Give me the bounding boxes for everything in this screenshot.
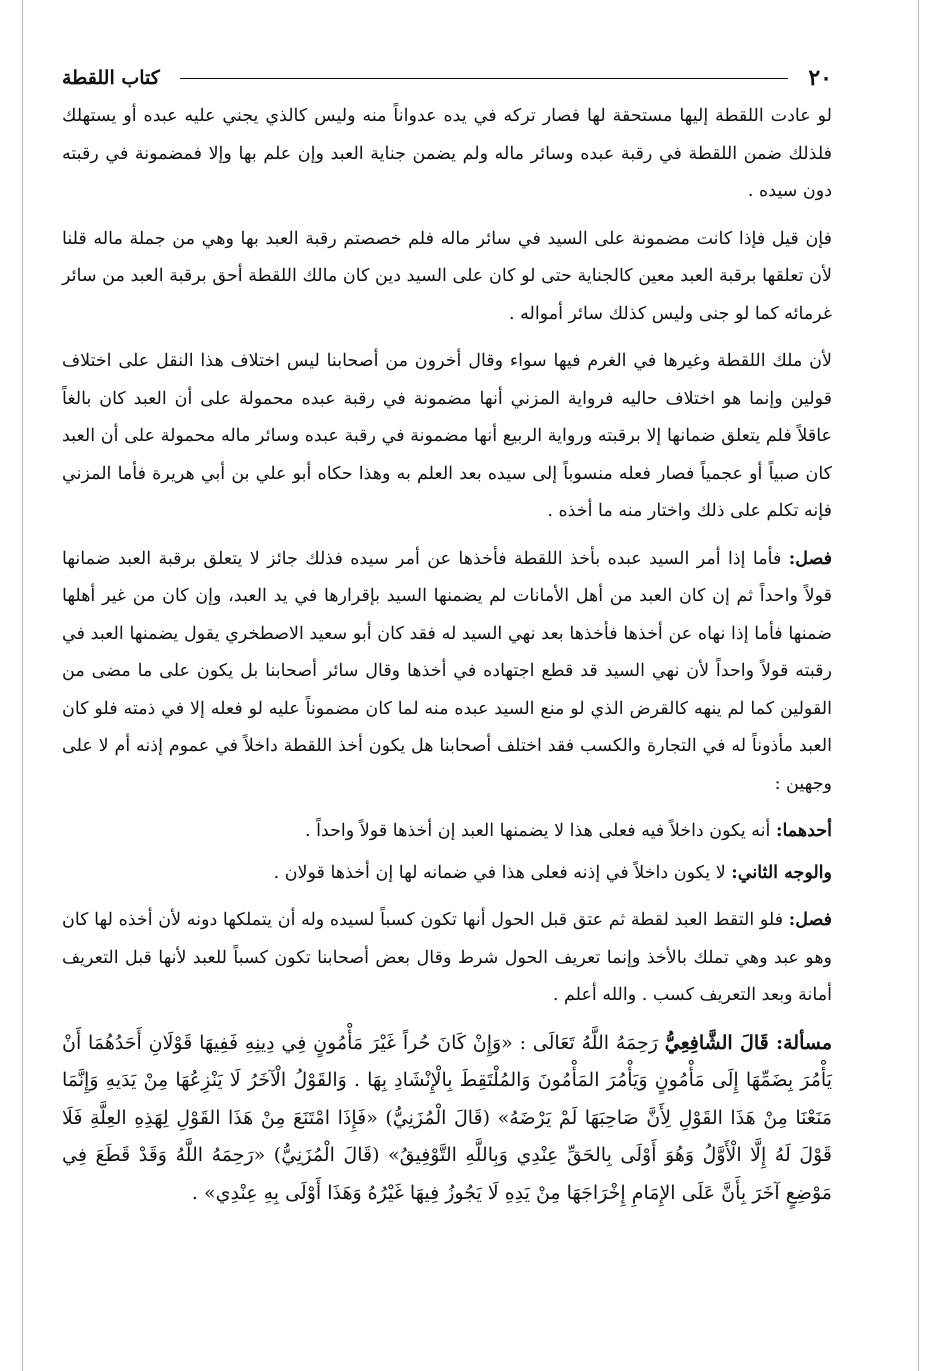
aspect-lead: أحدهما:: [775, 821, 832, 841]
paragraph-second-aspect: [62, 855, 832, 893]
page-number: ٢٠: [808, 65, 832, 91]
scan-edge-right: [918, 0, 919, 1371]
paragraph-text: فإن قيل فإذا كانت مضمونة على السيد في سائر ماله فلم خصصتم رقبة العبد بها وهي من جملة ماله قلنا لأن تعلقها برقبة العبد معين كالجناية حتى لو كان على السيد دين كان مالك اللقطة أحق برقبة العبد من سائر غرمائه كما لو جنى وليس كذلك سائر أمواله .: [62, 228, 832, 324]
section-lead: فصل:: [788, 910, 832, 930]
paragraph-fasl-1: [62, 541, 832, 804]
paragraph-text: لا يكون داخلاً في إذنه فعلى هذا في ضمانه لها إن أخذها قولان .: [273, 862, 726, 883]
scan-edge-left: [22, 0, 23, 1371]
paragraph-text: رَحِمَهُ اللَّهُ تَعَالَى : «وَإِنْ كَانَ حُراً غَيْرَ مَأْمُونٍ فِي دِينِهِ فَفِيهَا قَوْلَانِ أَحَدُهُمَا أَنْ يَأْمُرَ بِضَمِّهَا إِلَى مَأْمُونٍ وَيَأْمُرَ المَأْمُونَ وَالمُلْتَقِطَ بِالْإِنْشَادِ بِهَا . وَالقَوْلُ الْآخَرُ لَا يَنْزِعُهَا مِنْ يَدَيهِ وَإِنَّمَا مَنَعْنَا مِنْ هَذَا القَوْلِ لِأَنَّ صَاحِبَهَا لَمْ يَرْضَهُ» (قَالَ الْمُزَنِيُّ) «فَإِذَا امْتَنَعَ مِنْ هَذَا القَوْلِ لِهَذِهِ العِلَّةِ فَلَا قَوْلَ لَهُ إِلَّا الْأَوَّلُ وَهُوَ أَوْلَى بِالحَقِّ عِنْدِي وَبِاللَّهِ التَّوْفِيقُ» (قَالَ الْمُزَنِيُّ) «رَحِمَهُ اللَّهُ وَقَدْ قَطَعَ فِي مَوْضِعٍ آخَرَ بِأَنَّ عَلَى الإِمَامِ إِخْرَاجَهَا مِنْ يَدِهِ لَا يَجُوزُ فِيهَا غَيْرُهُ وَهَذَا أَوْلَى بِهِ عِنْدِي» .: [62, 1031, 832, 1204]
paragraph-text: لأن ملك اللقطة وغيرها في الغرم فيها سواء وقال أخرون من أصحابنا ليس اختلاف هذا النقل على اختلاف قولين وإنما هو اختلاف حاليه فرواية المزني أنها مضمونة في رقبة عبده محمولة على أن العبد كان بالغاً عاقلاً فلم يتعلق ضمانها إلا برقبته ورواية الربيع أنها مضمونة في رقبة عبده وسائر ماله محمولة على أن العبد كان صبياً أو عجمياً فصار فعله منسوباً إلى سيده بعد العلم به وهذا حكاه أبو علي بن أبي هريرة فأما المزني فإنه تكلم على ذلك واختار منه ما أخذه .: [62, 351, 832, 521]
paragraph-3: [62, 343, 832, 531]
paragraph-text: أنه يكون داخلاً فيه فعلى هذا لا يضمنها العبد إن أخذها قولاً واحداً .: [304, 821, 771, 841]
paragraph-fasl-2: [62, 902, 832, 1015]
masala-lead: مسألة: قَالَ الشَّافِعِيُّ: [664, 1031, 832, 1054]
header-rule: [180, 78, 789, 79]
book-title: كتاب اللقطة: [62, 67, 160, 89]
section-lead: فصل:: [788, 548, 832, 569]
paragraph-text: فلو التقط العبد لقطة ثم عتق قبل الحول أنها تكون كسباً لسيده وله أن يتملكها دونه لأن أخذه لها كان وهو عبد وهي تملك بالأخذ وإنما تعريف الحول شرط وقال بعض أصحابنا تكون كسباً للعبد لأنها قبل التعريف أمانة وبعد التعريف كسب . والله أعلم .: [62, 910, 832, 1005]
aspect-lead: والوجه الثاني:: [731, 862, 832, 883]
paragraph-masala: [62, 1025, 832, 1213]
paragraph-2: [62, 221, 832, 334]
paragraph-text: فأما إذا أمر السيد عبده بأخذ اللقطة فأخذها عن أمر سيده فذلك جائز لا يتعلق برقبة العبد ضمانها قولاً واحداً ثم إن كان العبد من أهل الأمانات لم يضمنها السيد بإقرارها في يد العبد، وإن كان من غير أهلها ضمنها فأما إذا نهاه عن أخذها فأخذها بعد نهي السيد له فقد كان أبو سعيد الاصطخري يقول يضمنها العبد في رقبته قولاً واحداً لأن نهي السيد قد قطع اجتهاده في أخذها وقال سائر أصحابنا بل يكون على ما مضى من القولين كما لم ينهه كالقرض الذي لو منع السيد عبده منه لما كان مضموناً عليه لو فعله إلا في ذمته فلو كان العبد مأذوناً له في التجارة والكسب فقد اختلف أصحابنا هل يكون أخذ اللقطة داخلاً في عموم إذنه أم لا على وجهين :: [62, 548, 832, 794]
paragraph-first-aspect: [62, 813, 832, 851]
running-header: [62, 58, 832, 98]
paragraph-1: [62, 98, 832, 211]
document-page: [62, 58, 832, 1222]
paragraph-text: لو عادت اللقطة إليها مستحقة لها فصار تركه في يده عدواناً منه وليس كالذي يجني عليه عبده أو يستهلك فلذلك ضمن اللقطة في رقبة عبده وسائر ماله ولم يضمن جناية العبد وإن علم بها وإلا فمضمونة في رقبته دون سيده .: [62, 106, 832, 201]
